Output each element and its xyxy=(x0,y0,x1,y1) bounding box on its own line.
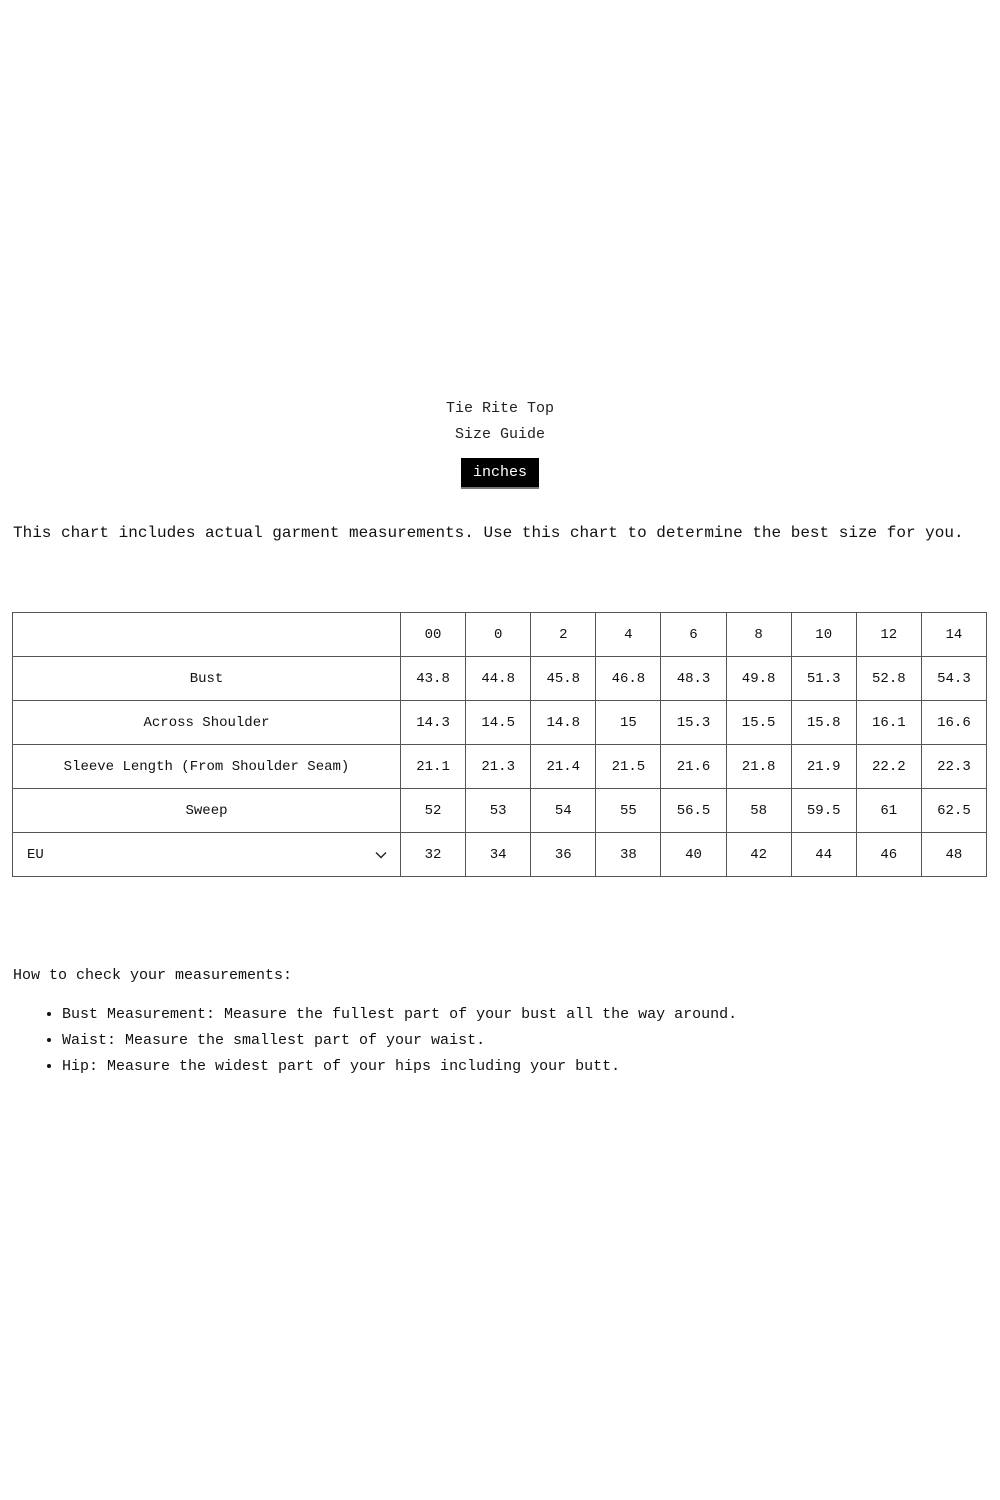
table-row xyxy=(13,789,987,833)
table-cell: 14.8 xyxy=(531,701,596,745)
table-cell: 56.5 xyxy=(661,789,726,833)
table-cell: 54 xyxy=(531,789,596,833)
table-cell: 21.9 xyxy=(791,745,856,789)
table-cell: 59.5 xyxy=(791,789,856,833)
table-corner-cell xyxy=(13,613,401,657)
intro-text: This chart includes actual garment measurements. Use this chart to determine the best size for you. xyxy=(13,524,964,542)
table-cell: 15.8 xyxy=(791,701,856,745)
table-cell: 22.3 xyxy=(921,745,986,789)
table-cell: 21.4 xyxy=(531,745,596,789)
table-cell: 21.3 xyxy=(466,745,531,789)
instructions-list xyxy=(13,1002,737,1080)
table-cell: 38 xyxy=(596,833,661,877)
table-cell: 44 xyxy=(791,833,856,877)
table-cell: 21.1 xyxy=(401,745,466,789)
measurement-instructions xyxy=(13,967,737,1080)
size-guide-header xyxy=(0,396,1000,489)
row-label: Bust xyxy=(13,657,401,701)
table-cell: 44.8 xyxy=(466,657,531,701)
size-header: 00 xyxy=(401,613,466,657)
size-header: 0 xyxy=(466,613,531,657)
list-item: • Hip: Measure the widest part of your hips including your butt. xyxy=(62,1054,737,1080)
table-cell: 34 xyxy=(466,833,531,877)
region-select[interactable] xyxy=(13,847,400,863)
table-cell: 32 xyxy=(401,833,466,877)
table-cell: 54.3 xyxy=(921,657,986,701)
table-cell: 42 xyxy=(726,833,791,877)
list-item: • Bust Measurement: Measure the fullest part of your bust all the way around. xyxy=(62,1002,737,1028)
table-cell: 15.3 xyxy=(661,701,726,745)
table-cell: 49.8 xyxy=(726,657,791,701)
table-header-row xyxy=(13,613,987,657)
table-cell: 53 xyxy=(466,789,531,833)
product-title: Tie Rite Top xyxy=(445,400,555,417)
table-cell: 40 xyxy=(661,833,726,877)
table-row xyxy=(13,701,987,745)
table-cell: 16.1 xyxy=(856,701,921,745)
table-cell: 22.2 xyxy=(856,745,921,789)
chevron-down-icon xyxy=(374,848,388,862)
table-cell: 14.3 xyxy=(401,701,466,745)
size-header: 2 xyxy=(531,613,596,657)
table-cell: 52.8 xyxy=(856,657,921,701)
table-cell: 15 xyxy=(596,701,661,745)
table-row xyxy=(13,657,987,701)
table-cell: 21.6 xyxy=(661,745,726,789)
table-cell: 45.8 xyxy=(531,657,596,701)
region-select-value: EU xyxy=(27,846,44,863)
table-cell: 48.3 xyxy=(661,657,726,701)
table-cell: 46 xyxy=(856,833,921,877)
row-label: Across Shoulder xyxy=(13,701,401,745)
size-header: 14 xyxy=(921,613,986,657)
table-cell: 14.5 xyxy=(466,701,531,745)
table-cell: 15.5 xyxy=(726,701,791,745)
table-cell: 21.5 xyxy=(596,745,661,789)
table-cell: 43.8 xyxy=(401,657,466,701)
size-header: 6 xyxy=(661,613,726,657)
table-cell: 62.5 xyxy=(921,789,986,833)
region-select-cell[interactable] xyxy=(13,833,401,877)
table-cell: 51.3 xyxy=(791,657,856,701)
row-label: Sweep xyxy=(13,789,401,833)
table-cell: 61 xyxy=(856,789,921,833)
table-row xyxy=(13,745,987,789)
size-header: 12 xyxy=(856,613,921,657)
size-header: 8 xyxy=(726,613,791,657)
size-guide-subtitle: Size Guide xyxy=(454,426,545,443)
table-cell: 55 xyxy=(596,789,661,833)
row-label: Sleeve Length (From Shoulder Seam) xyxy=(13,745,401,789)
table-row-region xyxy=(13,833,987,877)
instructions-heading: How to check your measurements: xyxy=(13,967,293,984)
unit-toggle-inches[interactable]: inches xyxy=(461,458,539,489)
size-chart-table xyxy=(12,612,987,877)
size-header: 10 xyxy=(791,613,856,657)
table-cell: 58 xyxy=(726,789,791,833)
table-cell: 46.8 xyxy=(596,657,661,701)
table-cell: 16.6 xyxy=(921,701,986,745)
table-cell: 52 xyxy=(401,789,466,833)
table-cell: 36 xyxy=(531,833,596,877)
list-item: • Waist: Measure the smallest part of your waist. xyxy=(62,1028,737,1054)
size-header: 4 xyxy=(596,613,661,657)
table-cell: 21.8 xyxy=(726,745,791,789)
table-cell: 48 xyxy=(921,833,986,877)
